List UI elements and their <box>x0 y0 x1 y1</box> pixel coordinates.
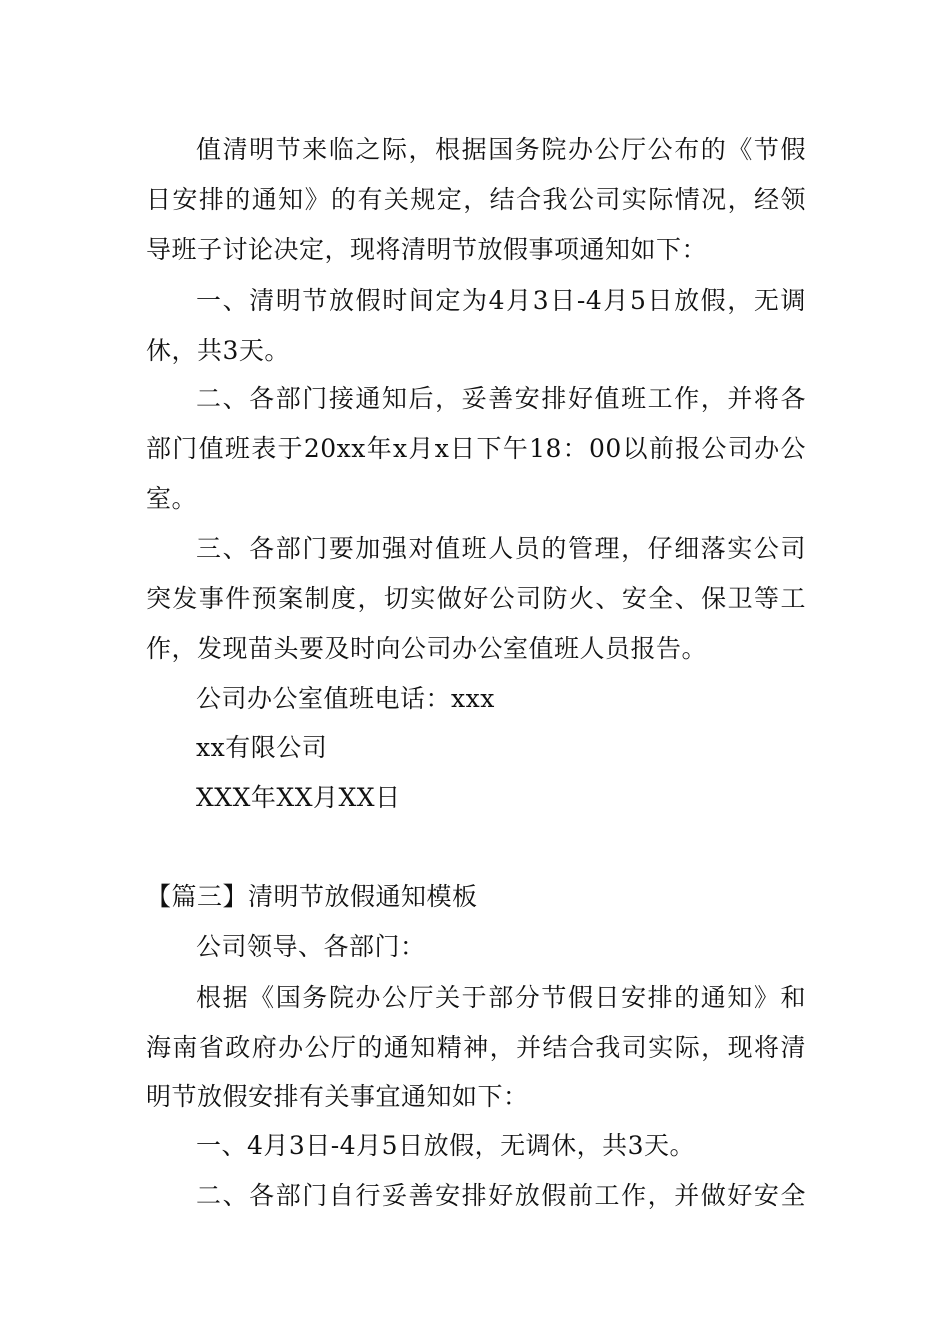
paragraph-line: 一、清明节放假时间定为4月3日-4月5日放假，无调 <box>196 286 806 315</box>
duty-phone: 公司办公室值班电话：xxx <box>196 684 495 713</box>
salutation: 公司领导、各部门： <box>196 932 426 961</box>
company-name: xx有限公司 <box>196 733 328 762</box>
paragraph-line: 日安排的通知》的有关规定，结合我公司实际情况，经领 <box>146 185 806 214</box>
paragraph-line: 室。 <box>146 484 198 513</box>
paragraph-line: 三、各部门要加强对值班人员的管理，仔细落实公司 <box>196 534 806 563</box>
paragraph-line: 根据《国务院办公厅关于部分节假日安排的通知》和 <box>196 983 806 1012</box>
section-heading: 【篇三】清明节放假通知模板 <box>146 882 478 911</box>
notice-date: XXX年XX月XX日 <box>196 783 401 812</box>
paragraph-line: 明节放假安排有关事宜通知如下： <box>146 1082 529 1111</box>
paragraph-line: 值清明节来临之际，根据国务院办公厅公布的《节假 <box>196 135 806 164</box>
paragraph-line: 一、4月3日-4月5日放假，无调休，共3天。 <box>196 1131 695 1160</box>
paragraph-line: 二、各部门接通知后，妥善安排好值班工作，并将各 <box>196 384 806 413</box>
paragraph-line: 突发事件预案制度，切实做好公司防火、安全、保卫等工 <box>146 584 806 613</box>
paragraph-line: 导班子讨论决定，现将清明节放假事项通知如下： <box>146 235 708 264</box>
paragraph-line: 部门值班表于20xx年x月x日下午18：00以前报公司办公 <box>146 434 806 463</box>
paragraph-line: 作，发现苗头要及时向公司办公室值班人员报告。 <box>146 634 708 663</box>
paragraph-line: 二、各部门自行妥善安排好放假前工作，并做好安全 <box>196 1181 806 1210</box>
paragraph-line: 海南省政府办公厅的通知精神，并结合我司实际，现将清 <box>146 1033 806 1062</box>
paragraph-line: 休，共3天。 <box>146 336 290 365</box>
